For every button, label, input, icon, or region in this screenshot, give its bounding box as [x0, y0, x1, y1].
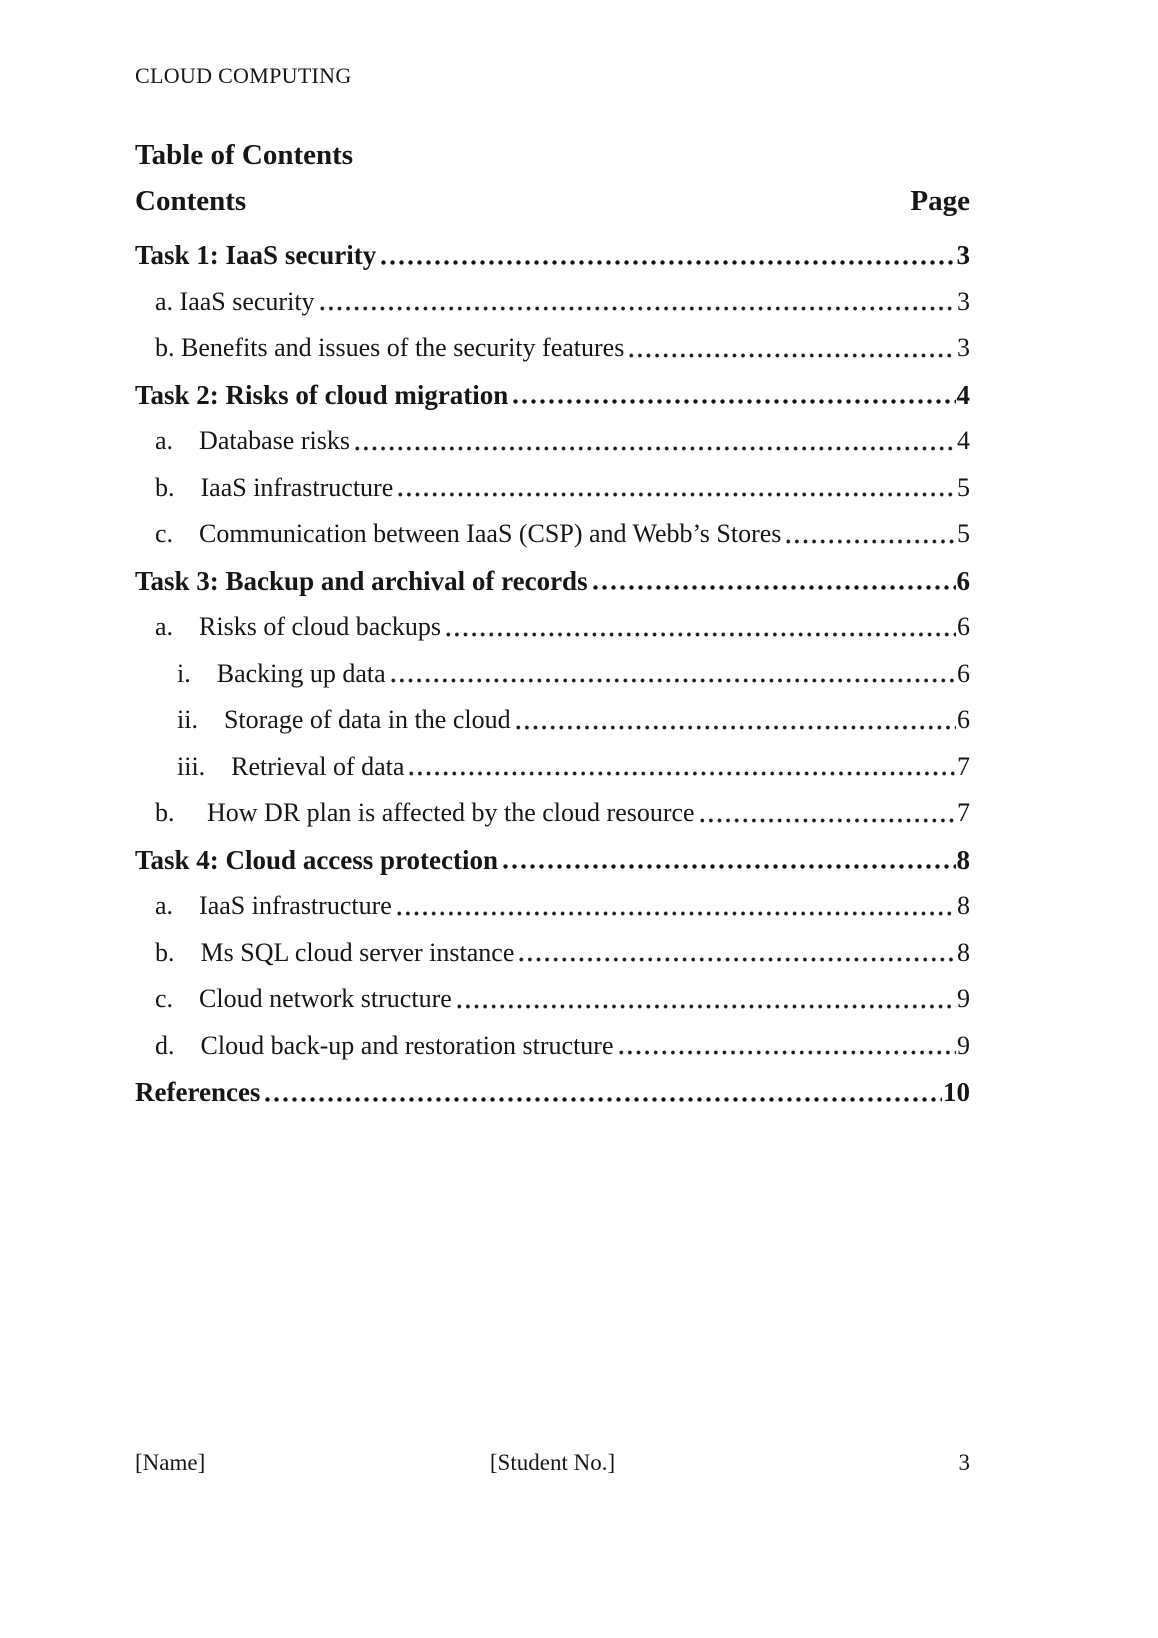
toc-entry: [135, 558, 970, 605]
toc-entry: [135, 697, 970, 744]
toc-entry-page: 4: [956, 379, 970, 410]
toc-entry: [135, 465, 970, 512]
toc-entry: [135, 418, 970, 465]
toc-entry: [135, 1069, 970, 1116]
footer-page-number: 3: [958, 1450, 970, 1475]
toc-entry-label: b. IaaS infrastructure: [155, 472, 394, 502]
toc-entry: [135, 279, 970, 326]
toc-entry-label: a. IaaS infrastructure: [155, 891, 392, 920]
toc-leader-dots: [377, 232, 955, 279]
toc-entry-page: 6: [957, 705, 970, 734]
toc-header-contents: Contents: [135, 185, 247, 217]
toc-entry-page: 9: [957, 984, 970, 1013]
toc-entry-label: d. Cloud back-up and restoration structure: [155, 1030, 614, 1060]
toc-entry: [135, 511, 970, 558]
toc-entry: [135, 883, 970, 930]
toc-leader-dots: [515, 930, 956, 977]
toc-header-row: [135, 182, 970, 220]
running-head: CLOUD COMPUTING: [135, 63, 352, 88]
toc-entry-page: 10: [943, 1077, 970, 1107]
toc-leader-dots: [316, 279, 956, 326]
toc-leader-dots: [696, 790, 956, 837]
toc-entry-label: c. Cloud network structure: [155, 984, 452, 1013]
page-footer: [135, 1450, 970, 1476]
toc-entry-page: 5: [957, 472, 970, 502]
toc-entry-label: a. Database risks: [155, 426, 350, 455]
toc-leader-dots: [394, 465, 956, 512]
toc-entry-label: ii. Storage of data in the cloud: [177, 705, 511, 734]
toc-leader-dots: [393, 883, 956, 930]
toc-leader-dots: [405, 744, 956, 791]
toc-list: [135, 232, 970, 1116]
toc-leader-dots: [442, 604, 956, 651]
toc-entry-page: 6: [956, 565, 970, 596]
toc-leader-dots: [589, 558, 956, 605]
footer-student-no-placeholder: [Student No.]: [489, 1450, 616, 1475]
toc-title: Table of Contents: [135, 139, 354, 171]
toc-entry-label: b. Ms SQL cloud server instance: [155, 937, 515, 967]
toc-entry-label: b. How DR plan is affected by the cloud resource: [155, 798, 695, 827]
toc-entry-page: 9: [957, 1030, 970, 1060]
toc-entry-page: 3: [957, 333, 970, 362]
toc-leader-dots: [261, 1069, 942, 1116]
toc-leader-dots: [615, 1023, 957, 1070]
toc-entry-label: Task 1: IaaS security: [135, 240, 377, 270]
toc-entry-label: Task 4: Cloud access protection: [135, 844, 499, 875]
toc-leader-dots: [387, 651, 956, 698]
toc-entry-label: Task 3: Backup and archival of records: [135, 565, 588, 596]
toc-entry-page: 4: [957, 426, 970, 455]
toc-header-page: Page: [910, 185, 970, 217]
toc-entry: [135, 604, 970, 651]
toc-entry: [135, 232, 970, 279]
toc-entry: [135, 744, 970, 791]
toc-entry-label: Task 2: Risks of cloud migration: [135, 379, 509, 410]
toc-entry: [135, 837, 970, 884]
toc-entry-page: 3: [956, 240, 970, 270]
toc-entry: [135, 651, 970, 698]
toc-entry: [135, 325, 970, 372]
toc-entry: [135, 790, 970, 837]
toc-entry-page: 3: [957, 286, 970, 316]
toc-entry-label: c. Communication between IaaS (CSP) and Webb’s Stores: [155, 519, 782, 548]
toc-entry: [135, 1023, 970, 1070]
toc-entry-page: 8: [956, 844, 970, 875]
toc-entry-label: i. Backing up data: [177, 658, 386, 688]
toc-leader-dots: [453, 976, 956, 1023]
toc-leader-dots: [499, 837, 955, 884]
toc-entry-page: 8: [957, 937, 970, 967]
toc-entry-label: b. Benefits and issues of the security features: [155, 333, 625, 362]
toc-entry-label: a. IaaS security: [155, 286, 315, 316]
toc-entry-label: iii. Retrieval of data: [177, 751, 405, 781]
toc-entry-page: 5: [957, 519, 970, 548]
toc-leader-dots: [509, 372, 955, 419]
toc-leader-dots: [782, 511, 956, 558]
toc-entry-page: 7: [957, 751, 970, 781]
footer-author-placeholder: [Name]: [135, 1450, 206, 1475]
toc-entry: [135, 976, 970, 1023]
toc-entry-label: a. Risks of cloud backups: [155, 612, 441, 641]
toc-leader-dots: [351, 418, 956, 465]
toc-leader-dots: [512, 697, 956, 744]
toc-entry-page: 8: [957, 891, 970, 920]
toc-entry: [135, 372, 970, 419]
toc-entry-page: 6: [957, 658, 970, 688]
toc-entry-page: 7: [957, 798, 970, 827]
toc-entry-page: 6: [957, 612, 970, 641]
toc-entry-label: References: [135, 1077, 261, 1107]
toc-entry: [135, 930, 970, 977]
toc-leader-dots: [625, 325, 956, 372]
